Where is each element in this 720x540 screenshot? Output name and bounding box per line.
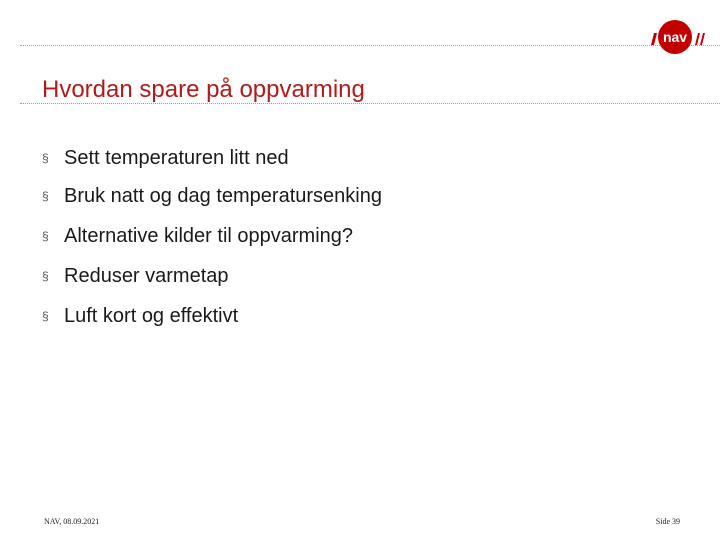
- footer-page-number: Side 39: [655, 517, 680, 526]
- bullet-text: Alternative kilder til oppvarming?: [64, 224, 354, 247]
- bullet-text: Luft kort og effektivt: [64, 304, 239, 327]
- bullet-list: [42, 140, 382, 336]
- bullet-item: [42, 216, 382, 256]
- bullet-item: [42, 256, 382, 296]
- bullet-text: Bruk natt og dag temperatursenking: [64, 184, 382, 207]
- bullet-marker-icon: §: [42, 189, 49, 203]
- bullet-marker-icon: §: [42, 269, 49, 283]
- bullet-marker-icon: §: [42, 309, 49, 323]
- bullet-marker-icon: §: [42, 151, 49, 165]
- nav-logo-icon: [648, 18, 708, 56]
- slide-title: Hvordan spare på oppvarming: [42, 76, 365, 103]
- logo-text: nav: [662, 29, 688, 45]
- bullet-item: [42, 296, 382, 336]
- top-divider: [20, 45, 720, 46]
- bullet-text: Reduser varmetap: [64, 264, 229, 287]
- bullet-text: Sett temperaturen litt ned: [64, 146, 289, 169]
- bullet-item: [42, 176, 382, 216]
- bullet-marker-icon: §: [42, 229, 49, 243]
- footer-date: NAV, 08.09.2021: [44, 517, 100, 526]
- bullet-item: [42, 140, 382, 176]
- title-divider: [20, 103, 720, 104]
